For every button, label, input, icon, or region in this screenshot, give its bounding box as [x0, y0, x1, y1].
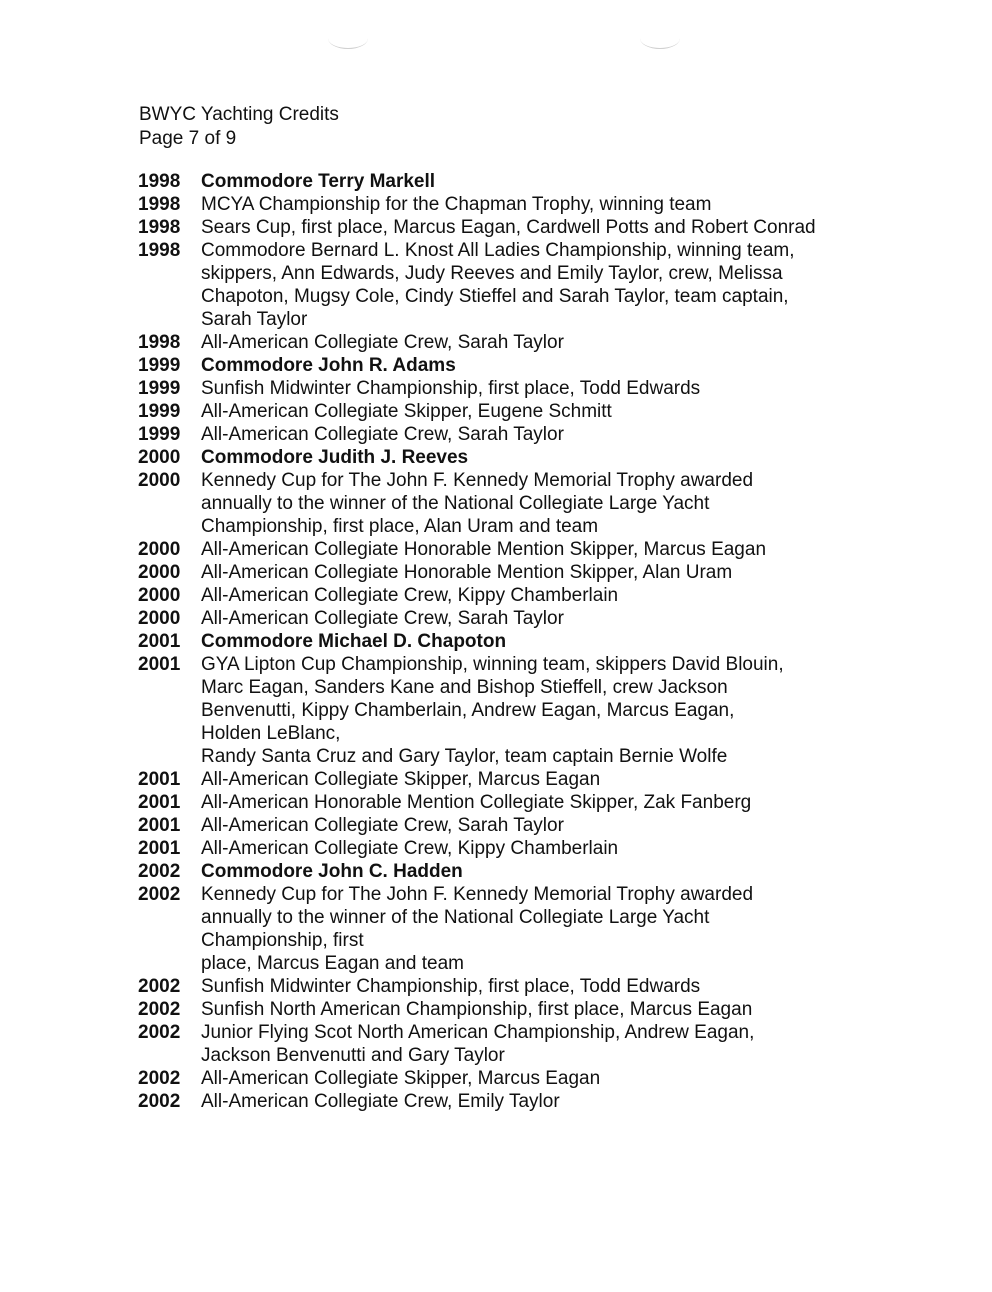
credit-entry	[138, 331, 938, 354]
credit-entry	[138, 607, 938, 630]
entry-year: 2000	[138, 539, 181, 560]
entry-text	[201, 561, 938, 584]
credit-entry	[138, 998, 938, 1021]
entry-text	[201, 584, 938, 607]
entry-line: Commodore Terry Markell	[201, 171, 436, 192]
credit-entry	[138, 538, 938, 561]
entry-text	[201, 446, 938, 469]
entry-line: All-American Collegiate Crew, Kippy Chamberlain	[201, 585, 619, 606]
entry-line: annually to the winner of the National Collegiate Large Yacht	[201, 907, 710, 928]
entry-year: 1998	[138, 240, 181, 261]
entry-line: Sears Cup, first place, Marcus Eagan, Cardwell Potts and Robert Conrad	[201, 217, 816, 238]
page-header	[139, 103, 339, 151]
entry-text	[201, 239, 938, 331]
entry-line: Marc Eagan, Sanders Kane and Bishop Stieffell, crew Jackson	[201, 677, 728, 698]
entry-line: Commodore Judith J. Reeves	[201, 447, 469, 468]
entry-year: 2002	[138, 1091, 181, 1112]
credit-entry	[138, 216, 938, 239]
entry-text	[201, 469, 938, 538]
credits-list	[138, 170, 938, 1113]
credit-entry	[138, 193, 938, 216]
entry-year: 1999	[138, 378, 181, 399]
commodore-entry	[138, 170, 938, 193]
entry-year: 2000	[138, 562, 181, 583]
entry-line: Sunfish North American Championship, first place, Marcus Eagan	[201, 999, 753, 1020]
entry-year: 2001	[138, 815, 181, 836]
entry-text	[201, 216, 938, 239]
entry-text	[201, 538, 938, 561]
entry-text	[201, 1021, 938, 1067]
entry-line: Jackson Benvenutti and Gary Taylor	[201, 1045, 505, 1066]
entry-line: All-American Collegiate Skipper, Marcus Eagan	[201, 1068, 601, 1089]
entry-text	[201, 331, 938, 354]
entry-year: 2001	[138, 631, 181, 652]
entry-year: 2000	[138, 447, 181, 468]
credit-entry	[138, 883, 938, 975]
entry-year: 2001	[138, 654, 181, 675]
entry-text	[201, 423, 938, 446]
entry-line: Commodore Bernard L. Knost All Ladies Championship, winning team,	[201, 240, 795, 261]
entry-line: Commodore Michael D. Chapoton	[201, 631, 507, 652]
entry-line: All-American Collegiate Crew, Sarah Taylor	[201, 815, 564, 836]
entry-year: 2002	[138, 1022, 181, 1043]
entry-line: place, Marcus Eagan and team	[201, 953, 464, 974]
entry-text	[201, 975, 938, 998]
entry-year: 2002	[138, 884, 181, 905]
entry-line: Randy Santa Cruz and Gary Taylor, team captain Bernie Wolfe	[201, 746, 728, 767]
credit-entry	[138, 791, 938, 814]
entry-year: 1998	[138, 217, 181, 238]
credit-entry	[138, 814, 938, 837]
entry-text	[201, 860, 938, 883]
entry-year: 2002	[138, 1068, 181, 1089]
scan-artifact	[328, 28, 368, 49]
entry-line: All-American Collegiate Crew, Sarah Taylor	[201, 608, 564, 629]
entry-year: 2000	[138, 470, 181, 491]
credit-entry	[138, 653, 938, 768]
entry-line: Chapoton, Mugsy Cole, Cindy Stieffel and Sarah Taylor, team captain,	[201, 286, 789, 307]
entry-line: skippers, Ann Edwards, Judy Reeves and Emily Taylor, crew, Melissa	[201, 263, 783, 284]
credit-entry	[138, 377, 938, 400]
credit-entry	[138, 837, 938, 860]
entry-text	[201, 193, 938, 216]
scan-artifact	[640, 28, 680, 49]
credit-entry	[138, 423, 938, 446]
entry-text	[201, 768, 938, 791]
entry-text	[201, 354, 938, 377]
document-title: BWYC Yachting Credits	[139, 104, 339, 125]
commodore-entry	[138, 354, 938, 377]
credit-entry	[138, 400, 938, 423]
entry-line: Junior Flying Scot North American Championship, Andrew Eagan,	[201, 1022, 755, 1043]
entry-year: 2002	[138, 999, 181, 1020]
entry-line: Sarah Taylor	[201, 309, 308, 330]
entry-line: Commodore John R. Adams	[201, 355, 456, 376]
entry-year: 1998	[138, 194, 181, 215]
entry-line: Benvenutti, Kippy Chamberlain, Andrew Eagan, Marcus Eagan,	[201, 700, 735, 721]
credit-entry	[138, 975, 938, 998]
entry-text	[201, 1090, 938, 1113]
entry-line: Championship, first place, Alan Uram and team	[201, 516, 599, 537]
entry-line: GYA Lipton Cup Championship, winning team, skippers David Blouin,	[201, 654, 784, 675]
commodore-entry	[138, 446, 938, 469]
entry-line: All-American Collegiate Honorable Mention Skipper, Marcus Eagan	[201, 539, 767, 560]
entry-text	[201, 791, 938, 814]
entry-line: annually to the winner of the National Collegiate Large Yacht	[201, 493, 710, 514]
entry-year: 2000	[138, 585, 181, 606]
credit-entry	[138, 561, 938, 584]
entry-year: 2002	[138, 976, 181, 997]
commodore-entry	[138, 630, 938, 653]
entry-year: 1999	[138, 355, 181, 376]
entry-line: All-American Collegiate Crew, Kippy Chamberlain	[201, 838, 619, 859]
entry-line: All-American Collegiate Crew, Sarah Taylor	[201, 424, 564, 445]
entry-line: All-American Collegiate Crew, Sarah Taylor	[201, 332, 564, 353]
entry-line: Holden LeBlanc,	[201, 723, 341, 744]
entry-line: Kennedy Cup for The John F. Kennedy Memorial Trophy awarded	[201, 884, 754, 905]
entry-line: Sunfish Midwinter Championship, first place, Todd Edwards	[201, 378, 701, 399]
credit-entry	[138, 584, 938, 607]
credit-entry	[138, 1067, 938, 1090]
entry-line: All-American Honorable Mention Collegiate Skipper, Zak Fanberg	[201, 792, 752, 813]
entry-line: All-American Collegiate Skipper, Eugene Schmitt	[201, 401, 612, 422]
credit-entry	[138, 239, 938, 331]
commodore-entry	[138, 860, 938, 883]
entry-year: 1998	[138, 171, 181, 192]
entry-text	[201, 1067, 938, 1090]
credit-entry	[138, 1021, 938, 1067]
entry-text	[201, 630, 938, 653]
entry-text	[201, 883, 938, 975]
entry-text	[201, 377, 938, 400]
entry-line: All-American Collegiate Skipper, Marcus Eagan	[201, 769, 601, 790]
credit-entry	[138, 469, 938, 538]
entry-year: 2002	[138, 861, 181, 882]
credit-entry	[138, 1090, 938, 1113]
entry-text	[201, 653, 938, 768]
entry-text	[201, 400, 938, 423]
entry-year: 2001	[138, 838, 181, 859]
entry-year: 1998	[138, 332, 181, 353]
credit-entry	[138, 768, 938, 791]
entry-line: All-American Collegiate Crew, Emily Taylor	[201, 1091, 560, 1112]
entry-line: All-American Collegiate Honorable Mention Skipper, Alan Uram	[201, 562, 733, 583]
entry-year: 1999	[138, 401, 181, 422]
entry-text	[201, 814, 938, 837]
entry-line: Sunfish Midwinter Championship, first place, Todd Edwards	[201, 976, 701, 997]
entry-text	[201, 170, 938, 193]
entry-text	[201, 607, 938, 630]
entry-text	[201, 837, 938, 860]
entry-year: 2000	[138, 608, 181, 629]
entry-text	[201, 998, 938, 1021]
entry-line: Championship, first	[201, 930, 364, 951]
entry-line: Commodore John C. Hadden	[201, 861, 463, 882]
entry-year: 2001	[138, 769, 181, 790]
page-number: Page 7 of 9	[139, 128, 237, 149]
entry-line: MCYA Championship for the Chapman Trophy, winning team	[201, 194, 712, 215]
entry-year: 1999	[138, 424, 181, 445]
entry-year: 2001	[138, 792, 181, 813]
entry-line: Kennedy Cup for The John F. Kennedy Memorial Trophy awarded	[201, 470, 754, 491]
